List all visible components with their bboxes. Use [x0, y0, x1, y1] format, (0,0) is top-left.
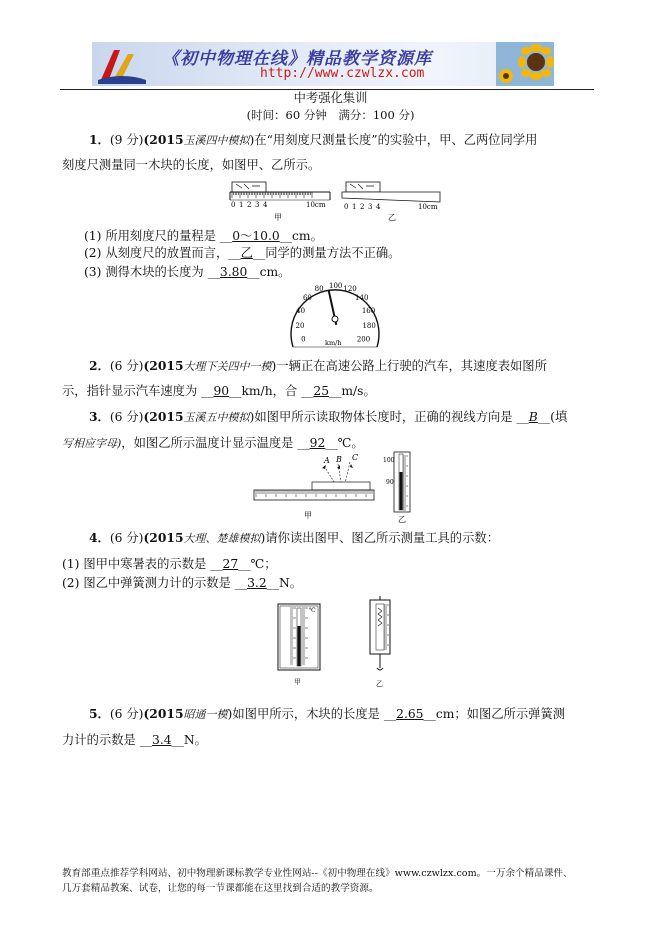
question-1-line-2: 刻度尺测量同一木块的长度，如图甲、乙所示。: [62, 158, 321, 172]
question-5-line-2: [62, 732, 207, 748]
figure-caption: 乙: [398, 515, 406, 524]
answer-prefix: (2) 图乙中弹簧测力计的示数是 __: [62, 576, 248, 590]
tick-label: 3: [255, 201, 260, 209]
figure-caption: 甲: [274, 213, 282, 222]
question-score: (6 分): [109, 531, 144, 545]
figure-caption: 甲: [304, 511, 312, 520]
question-score: (6 分): [109, 707, 144, 721]
answer-suffix: __cm。: [247, 265, 291, 279]
speedometer-label: 180: [362, 321, 376, 330]
source-close: ): [227, 707, 233, 721]
answer-suffix: __N。: [171, 733, 207, 747]
question-4-line-1: [89, 530, 499, 547]
question-year: (2015: [143, 409, 184, 424]
figure-ruler-thermometer: [252, 450, 422, 526]
question-year: (2015: [143, 358, 184, 373]
figure-rulers: [222, 178, 444, 224]
question-year: (2015: [143, 530, 184, 545]
answer-blank: 92: [309, 436, 326, 450]
speedometer-label: 40: [296, 307, 306, 316]
question-2-line-1: [89, 358, 547, 375]
tick-label: 3: [368, 203, 373, 211]
speedometer-label: 160: [361, 307, 376, 316]
question-3-line-1: [89, 409, 567, 426]
question-source: 昭通一模: [183, 708, 228, 721]
question-stem: 如图甲所示，木块的长度是 __: [232, 707, 397, 721]
answer-prefix: ，如图乙所示温度计显示温度是 __: [121, 436, 310, 450]
ruler-a: [230, 182, 330, 222]
thermometer-label: 90: [386, 479, 394, 486]
question-stem: 一辆正在高速公路上行驶的汽车，其速度表如图所: [276, 359, 547, 373]
tick-label: 1: [352, 203, 357, 211]
banner-url[interactable]: http://www.czwlzx.com: [260, 66, 425, 81]
question-stem: 在“用刻度尺测量长度”的实验中，甲、乙两位同学用: [254, 133, 538, 147]
fill-hint: 写相应字母): [62, 437, 122, 450]
tick-label: 4: [376, 203, 381, 211]
answer-suffix: __cm；如图乙所示弹簧测: [423, 707, 566, 721]
page-subtitle: (时间：60 分钟 满分：100 分): [246, 108, 415, 122]
question-year: (2015: [143, 132, 184, 147]
speedometer-label: 100: [329, 282, 343, 290]
question-number: 1．: [89, 132, 110, 147]
answer-prefix: (1) 所用刻度尺的量程是 __: [84, 229, 233, 243]
answer-prefix: 力计的示数是 __: [62, 733, 152, 747]
answer-blank: 2.65: [396, 707, 424, 721]
answer-suffix: __N。: [266, 576, 303, 590]
question-stem: 如图甲所示读取物体长度时，正确的视线方向是 __: [254, 410, 529, 424]
spring-scale-instrument: [370, 596, 390, 688]
source-close: ): [249, 410, 255, 424]
answer-blank: 90: [213, 384, 230, 398]
speedometer-label: 200: [356, 335, 371, 344]
question-score: (6 分): [109, 359, 144, 373]
speedometer-label: 60: [302, 294, 312, 303]
tick-label: 2: [360, 203, 365, 211]
thermometer-unit: ℃: [309, 607, 316, 614]
source-close: ): [249, 133, 255, 147]
figure-thermometer-spring-scale: [270, 596, 400, 692]
question-4-part-1: [62, 556, 277, 572]
question-year: (2015: [143, 706, 184, 721]
thermometer-instrument: [278, 604, 320, 686]
speedometer-label: 120: [343, 285, 357, 294]
answer-prefix: (3) 测得木块的长度为 __: [84, 265, 220, 279]
question-1-line-1: [89, 132, 537, 149]
question-number: 2．: [89, 358, 110, 373]
answer-blank: 乙: [240, 246, 253, 260]
answer-prefix: (1) 图甲中寒暑表的示数是 __: [62, 557, 223, 571]
question-1-part-1: [84, 228, 323, 244]
answer-suffix: __m/s。: [329, 384, 376, 398]
tick-label: 10cm: [418, 203, 438, 211]
question-number: 3．: [89, 409, 110, 424]
sightline-label: B: [336, 455, 342, 464]
speedometer-label: 0: [301, 335, 306, 344]
answer-blank: B: [528, 410, 538, 424]
answer-suffix: __℃；: [238, 557, 277, 571]
question-stem: 请你读出图甲、图乙所示测量工具的示数：: [265, 531, 499, 545]
speedometer-figure: [285, 275, 385, 351]
header-banner: [92, 42, 554, 86]
answer-prefix: 示，指针显示汽车速度为 __: [62, 384, 214, 398]
banner-title: 《初中物理在线》精品教学资源库: [162, 49, 432, 69]
sightline-label: C: [352, 453, 359, 462]
question-source: 大理下关四中一模: [183, 360, 272, 373]
thermometer-figure: [383, 452, 410, 524]
question-number: 4．: [89, 530, 110, 545]
answer-blank: 3.4: [152, 733, 172, 747]
question-2-line-2: [62, 383, 376, 399]
ruler-b: [342, 182, 440, 222]
answer-prefix: (2) 从刻度尺的放置而言，__: [84, 246, 241, 260]
answer-blank: 3.2: [247, 576, 267, 590]
answer-blank: 3.80: [219, 265, 248, 279]
answer-suffix: __(填: [537, 410, 568, 424]
question-1-part-3: [84, 264, 290, 280]
footer-line-1: 教育部重点推荐学科网站、初中物理新课标教学专业性网站--《初中物理在线》www.czwlzx.com。一万余个精品课件、: [62, 868, 573, 879]
answer-blank: 0～10.0: [232, 229, 280, 243]
answer-blank: 25: [313, 384, 330, 398]
source-close: ): [260, 531, 266, 545]
tick-label: 10cm: [306, 201, 326, 209]
tick-label: 4: [263, 201, 268, 209]
question-1-part-2: [84, 245, 400, 261]
question-source: 玉溪四中模拟: [183, 134, 250, 147]
speedometer-label: 80: [314, 285, 324, 294]
speedometer-label: 140: [355, 294, 369, 303]
question-source: 玉溪五中模拟: [183, 411, 250, 424]
question-source: 大理、楚雄模拟: [183, 532, 261, 545]
sightline-label: A: [324, 456, 330, 465]
question-number: 5．: [89, 706, 110, 721]
source-close: ): [271, 359, 277, 373]
speedometer-label: 20: [295, 321, 305, 330]
tick-label: 0: [231, 201, 236, 209]
speedometer-unit: km/h: [325, 339, 342, 347]
question-score: (6 分): [109, 410, 144, 424]
figure-caption: 乙: [376, 680, 383, 688]
thermometer-label: 100: [383, 457, 395, 464]
answer-blank: 27: [222, 557, 239, 571]
site-logo-icon: [94, 42, 150, 86]
ruler-reading-figure: [254, 453, 374, 520]
answer-suffix: __cm。: [279, 229, 323, 243]
tick-label: 1: [239, 201, 244, 209]
answer-middle: __km/h，合 __: [229, 384, 314, 398]
question-5-line-1: [89, 706, 565, 723]
answer-suffix: __℃。: [325, 436, 364, 450]
sunflower-icon: [496, 42, 554, 86]
question-score: (9 分): [109, 133, 144, 147]
page-title: 中考强化集训: [293, 91, 368, 105]
footer-line-2: 几万套精品教案、试卷，让您的每一节课都能在这里找到合适的教学资源。: [62, 883, 379, 894]
tick-label: 0: [344, 203, 349, 211]
figure-caption: 乙: [388, 213, 396, 222]
figure-caption: 甲: [294, 678, 301, 686]
tick-label: 2: [247, 201, 252, 209]
answer-suffix: __同学的测量方法不正确。: [252, 246, 401, 260]
question-4-part-2: [62, 575, 302, 591]
